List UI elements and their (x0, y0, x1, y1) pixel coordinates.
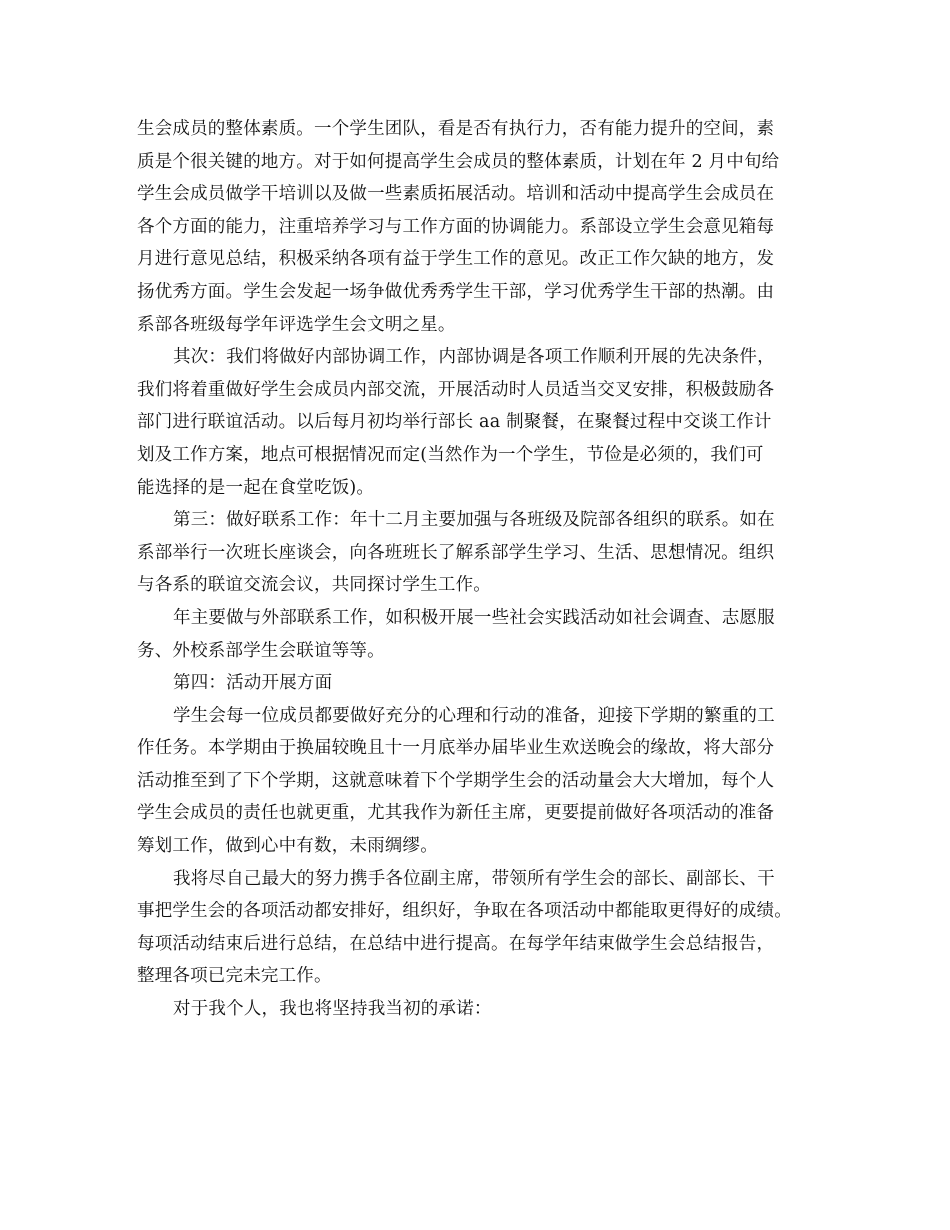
text-line: 学生会成员做学干培训以及做一些素质拓展活动。培训和活动中提高学生会成员在 (137, 184, 775, 205)
text-line: 质是个很关键的地方。对于如何提高学生会成员的整体素质，计划在年 2 月中旬给 (137, 151, 780, 172)
text-line: 划及工作方案，地点可根据情况而定(当然作为一个学生，节俭是必须的，我们可 (137, 444, 764, 465)
text-line: 我将尽自己最大的努力携手各位副主席，带领所有学生会的部长、副部长、干 (173, 868, 775, 889)
text-line: 月进行意见总结，积极采纳各项有益于学生工作的意见。改正工作欠缺的地方，发 (137, 249, 775, 270)
text-line: 能选择的是一起在食堂吃饭)。 (137, 477, 375, 498)
text-line: 部门进行联谊活动。以后每月初均举行部长 aa 制聚餐，在聚餐过程中交谈工作计 (137, 412, 772, 433)
text-line: 生会成员的整体素质。一个学生团队，看是否有执行力，否有能力提升的空间，素 (137, 119, 775, 139)
text-line: 年主要做与外部联系工作，如积极开展一些社会实践活动如社会调查、志愿服 (173, 607, 775, 628)
text-line: 各个方面的能力，注重培养学习与工作方面的协调能力。系部设立学生会意见箱每 (137, 216, 775, 237)
text-line: 第三：做好联系工作：年十二月主要加强与各班级及院部各组织的联系。如在 (173, 510, 775, 531)
text-line: 系部举行一次班长座谈会，向各班班长了解系部学生学习、生活、思想情况。组织 (137, 542, 775, 563)
text-line: 筹划工作，做到心中有数，未雨绸缪。 (137, 836, 438, 857)
text-line: 作任务。本学期由于换届较晚且十一月底举办届毕业生欢送晚会的缘故，将大部分 (137, 738, 775, 759)
text-line: 系部各班级每学年评选学生会文明之星。 (137, 314, 456, 335)
text-line: 第四：活动开展方面 (173, 673, 333, 694)
text-line: 对于我个人，我也将坚持我当初的承诺： (173, 999, 492, 1020)
text-line: 学生会成员的责任也就更重，尤其我作为新任主席，更要提前做好各项活动的准备 (137, 803, 775, 824)
text-line: 我们将着重做好学生会成员内部交流，开展活动时人员适当交叉安排，积极鼓励各 (137, 379, 775, 400)
text-line: 整理各项已完未完工作。 (137, 966, 332, 987)
text-line: 学生会每一位成员都要做好充分的心理和行动的准备，迎接下学期的繁重的工 (173, 705, 775, 726)
text-line: 务、外校系部学生会联谊等等。 (137, 640, 385, 661)
text-line: 与各系的联谊交流会议，共同探讨学生工作。 (137, 575, 491, 596)
text-line: 每项活动结束后进行总结，在总结中进行提高。在每学年结束做学生会总结报告， (137, 933, 775, 954)
text-line: 活动推至到了下个学期，这就意味着下个学期学生会的活动量会大大增加，每个人 (137, 770, 775, 791)
text-line: 其次：我们将做好内部协调工作，内部协调是各项工作顺利开展的先决条件， (173, 347, 775, 368)
text-line: 事把学生会的各项活动都安排好，组织好，争取在各项活动中都能取更得好的成绩。 (137, 901, 792, 922)
text-line: 扬优秀方面。学生会发起一场争做优秀秀学生干部，学习优秀学生干部的热潮。由 (137, 281, 775, 302)
document-body (137, 113, 827, 1026)
